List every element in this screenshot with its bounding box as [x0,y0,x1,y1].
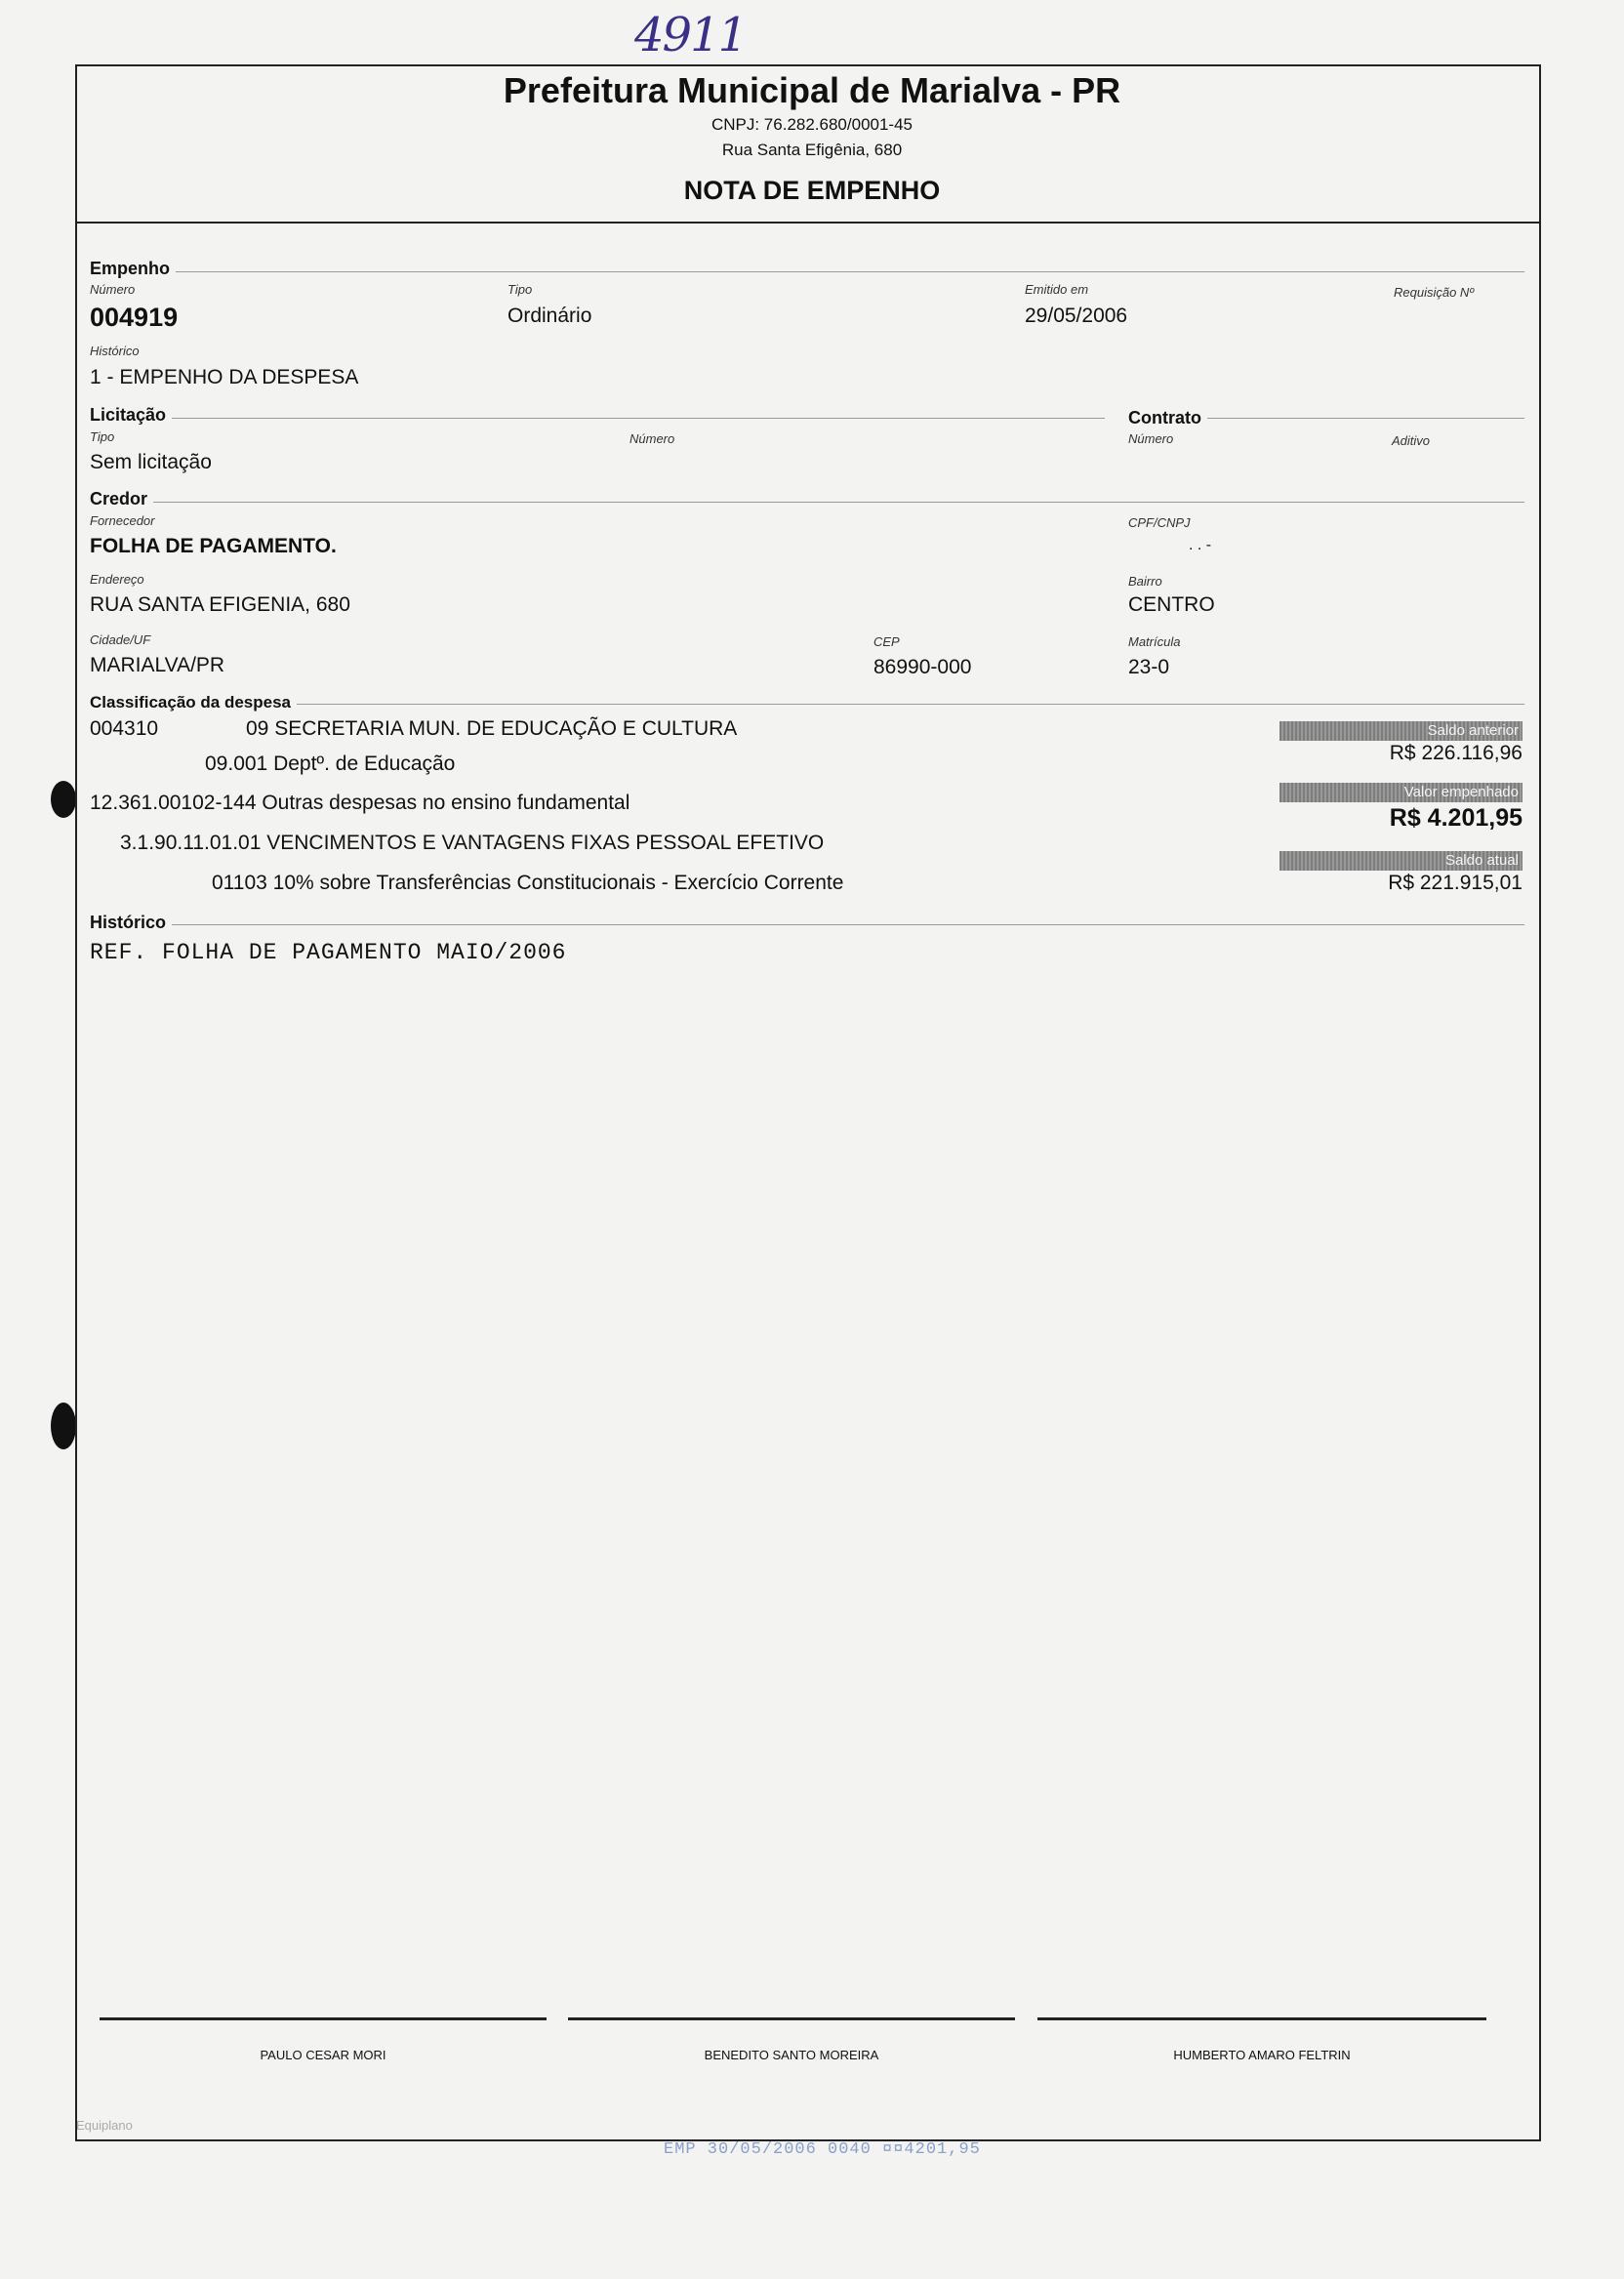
despesa-line-2: 09.001 Deptº. de Educação [205,753,456,775]
matricula-label: Matrícula [1128,634,1181,649]
empenho-historico: 1 - EMPENHO DA DESPESA [90,366,359,388]
classificacao-rule [90,704,1524,705]
fornecedor-label: Fornecedor [90,513,155,528]
cep-value: 86990-000 [873,656,972,678]
signatory-3: HUMBERTO AMARO FELTRIN [1173,2048,1351,2062]
despesa-code: 004310 [90,717,159,740]
historico-rule [90,924,1524,925]
valor-empenhado-label: Valor empenhado [1403,784,1519,800]
section-licitacao: Licitação [90,405,172,426]
empenho-numero: 004919 [90,303,179,332]
section-contrato: Contrato [1128,408,1207,428]
endereco-label: Endereço [90,572,144,587]
requisicao-label: Requisição Nº [1394,285,1475,300]
municipality-title: Prefeitura Municipal de Marialva - PR [503,70,1121,110]
tipo-label: Tipo [508,282,533,297]
despesa-line-3: 12.361.00102-144 Outras despesas no ensino fundamental [90,792,630,814]
handwritten-number: 4911 [634,8,747,62]
licitacao-tipo-label: Tipo [90,429,115,444]
credor-rule [90,502,1524,503]
saldo-anterior-bar [1279,721,1522,741]
cidade-value: MARIALVA/PR [90,654,225,676]
address: Rua Santa Efigênia, 680 [721,141,903,159]
punch-hole-top [51,781,76,818]
endereco-value: RUA SANTA EFIGENIA, 680 [90,593,350,616]
emitido-label: Emitido em [1025,282,1089,297]
punch-hole-bottom [51,1403,76,1449]
aditivo-label: Aditivo [1392,433,1431,448]
licitacao-tipo: Sem licitação [90,451,212,473]
saldo-atual-value: R$ 221.915,01 [1388,872,1522,894]
valor-empenhado-value: R$ 4.201,95 [1389,804,1522,832]
empenho-rule [90,271,1524,272]
header-divider [75,222,1539,224]
bank-stamp: EMP 30/05/2006 0040 ¤¤4201,95 [664,2140,981,2159]
contrato-numero-label: Número [1128,431,1174,446]
licitacao-rule [90,418,1105,419]
cnpj: CNPJ: 76.282.680/0001-45 [710,115,914,134]
numero-label: Número [90,282,136,297]
saldo-anterior-label: Saldo anterior [1427,722,1519,739]
licitacao-numero-label: Número [629,431,675,446]
historico-label: Histórico [90,344,140,358]
section-credor: Credor [90,489,153,509]
footer-brand: Equiplano [76,2118,133,2133]
saldo-atual-bar [1279,851,1522,871]
cpf-value: . . - [1189,537,1212,553]
saldo-atual-label: Saldo atual [1444,852,1519,869]
signature-line-1 [100,2017,547,2020]
cep-label: CEP [873,634,900,649]
despesa-line-5: 01103 10% sobre Transferências Constitucionais - Exercício Corrente [212,872,844,894]
cidade-label: Cidade/UF [90,632,151,647]
fornecedor-value: FOLHA DE PAGAMENTO. [90,535,337,557]
matricula-value: 23-0 [1128,656,1170,678]
section-historico: Histórico [90,913,172,933]
despesa-line-4: 3.1.90.11.01.01 VENCIMENTOS E VANTAGENS FIXAS PESSOAL EFETIVO [120,832,825,854]
saldo-anterior-value: R$ 226.116,96 [1389,742,1522,764]
section-classificacao: Classificação da despesa [90,693,297,712]
document-title: NOTA DE EMPENHO [683,176,941,205]
empenho-tipo: Ordinário [508,305,592,327]
emitido-date: 29/05/2006 [1025,305,1128,327]
section-empenho: Empenho [90,259,176,279]
signatory-2: BENEDITO SANTO MOREIRA [704,2048,879,2062]
cpf-label: CPF/CNPJ [1128,515,1191,530]
signatory-1: PAULO CESAR MORI [260,2048,386,2062]
despesa-line-1: 09 SECRETARIA MUN. DE EDUCAÇÃO E CULTURA [246,717,738,740]
signature-line-3 [1037,2017,1486,2020]
bairro-label: Bairro [1128,574,1162,589]
historico-text: REF. FOLHA DE PAGAMENTO MAIO/2006 [90,940,567,965]
signature-line-2 [568,2017,1015,2020]
bairro-value: CENTRO [1128,593,1215,616]
valor-empenhado-bar [1279,783,1522,802]
